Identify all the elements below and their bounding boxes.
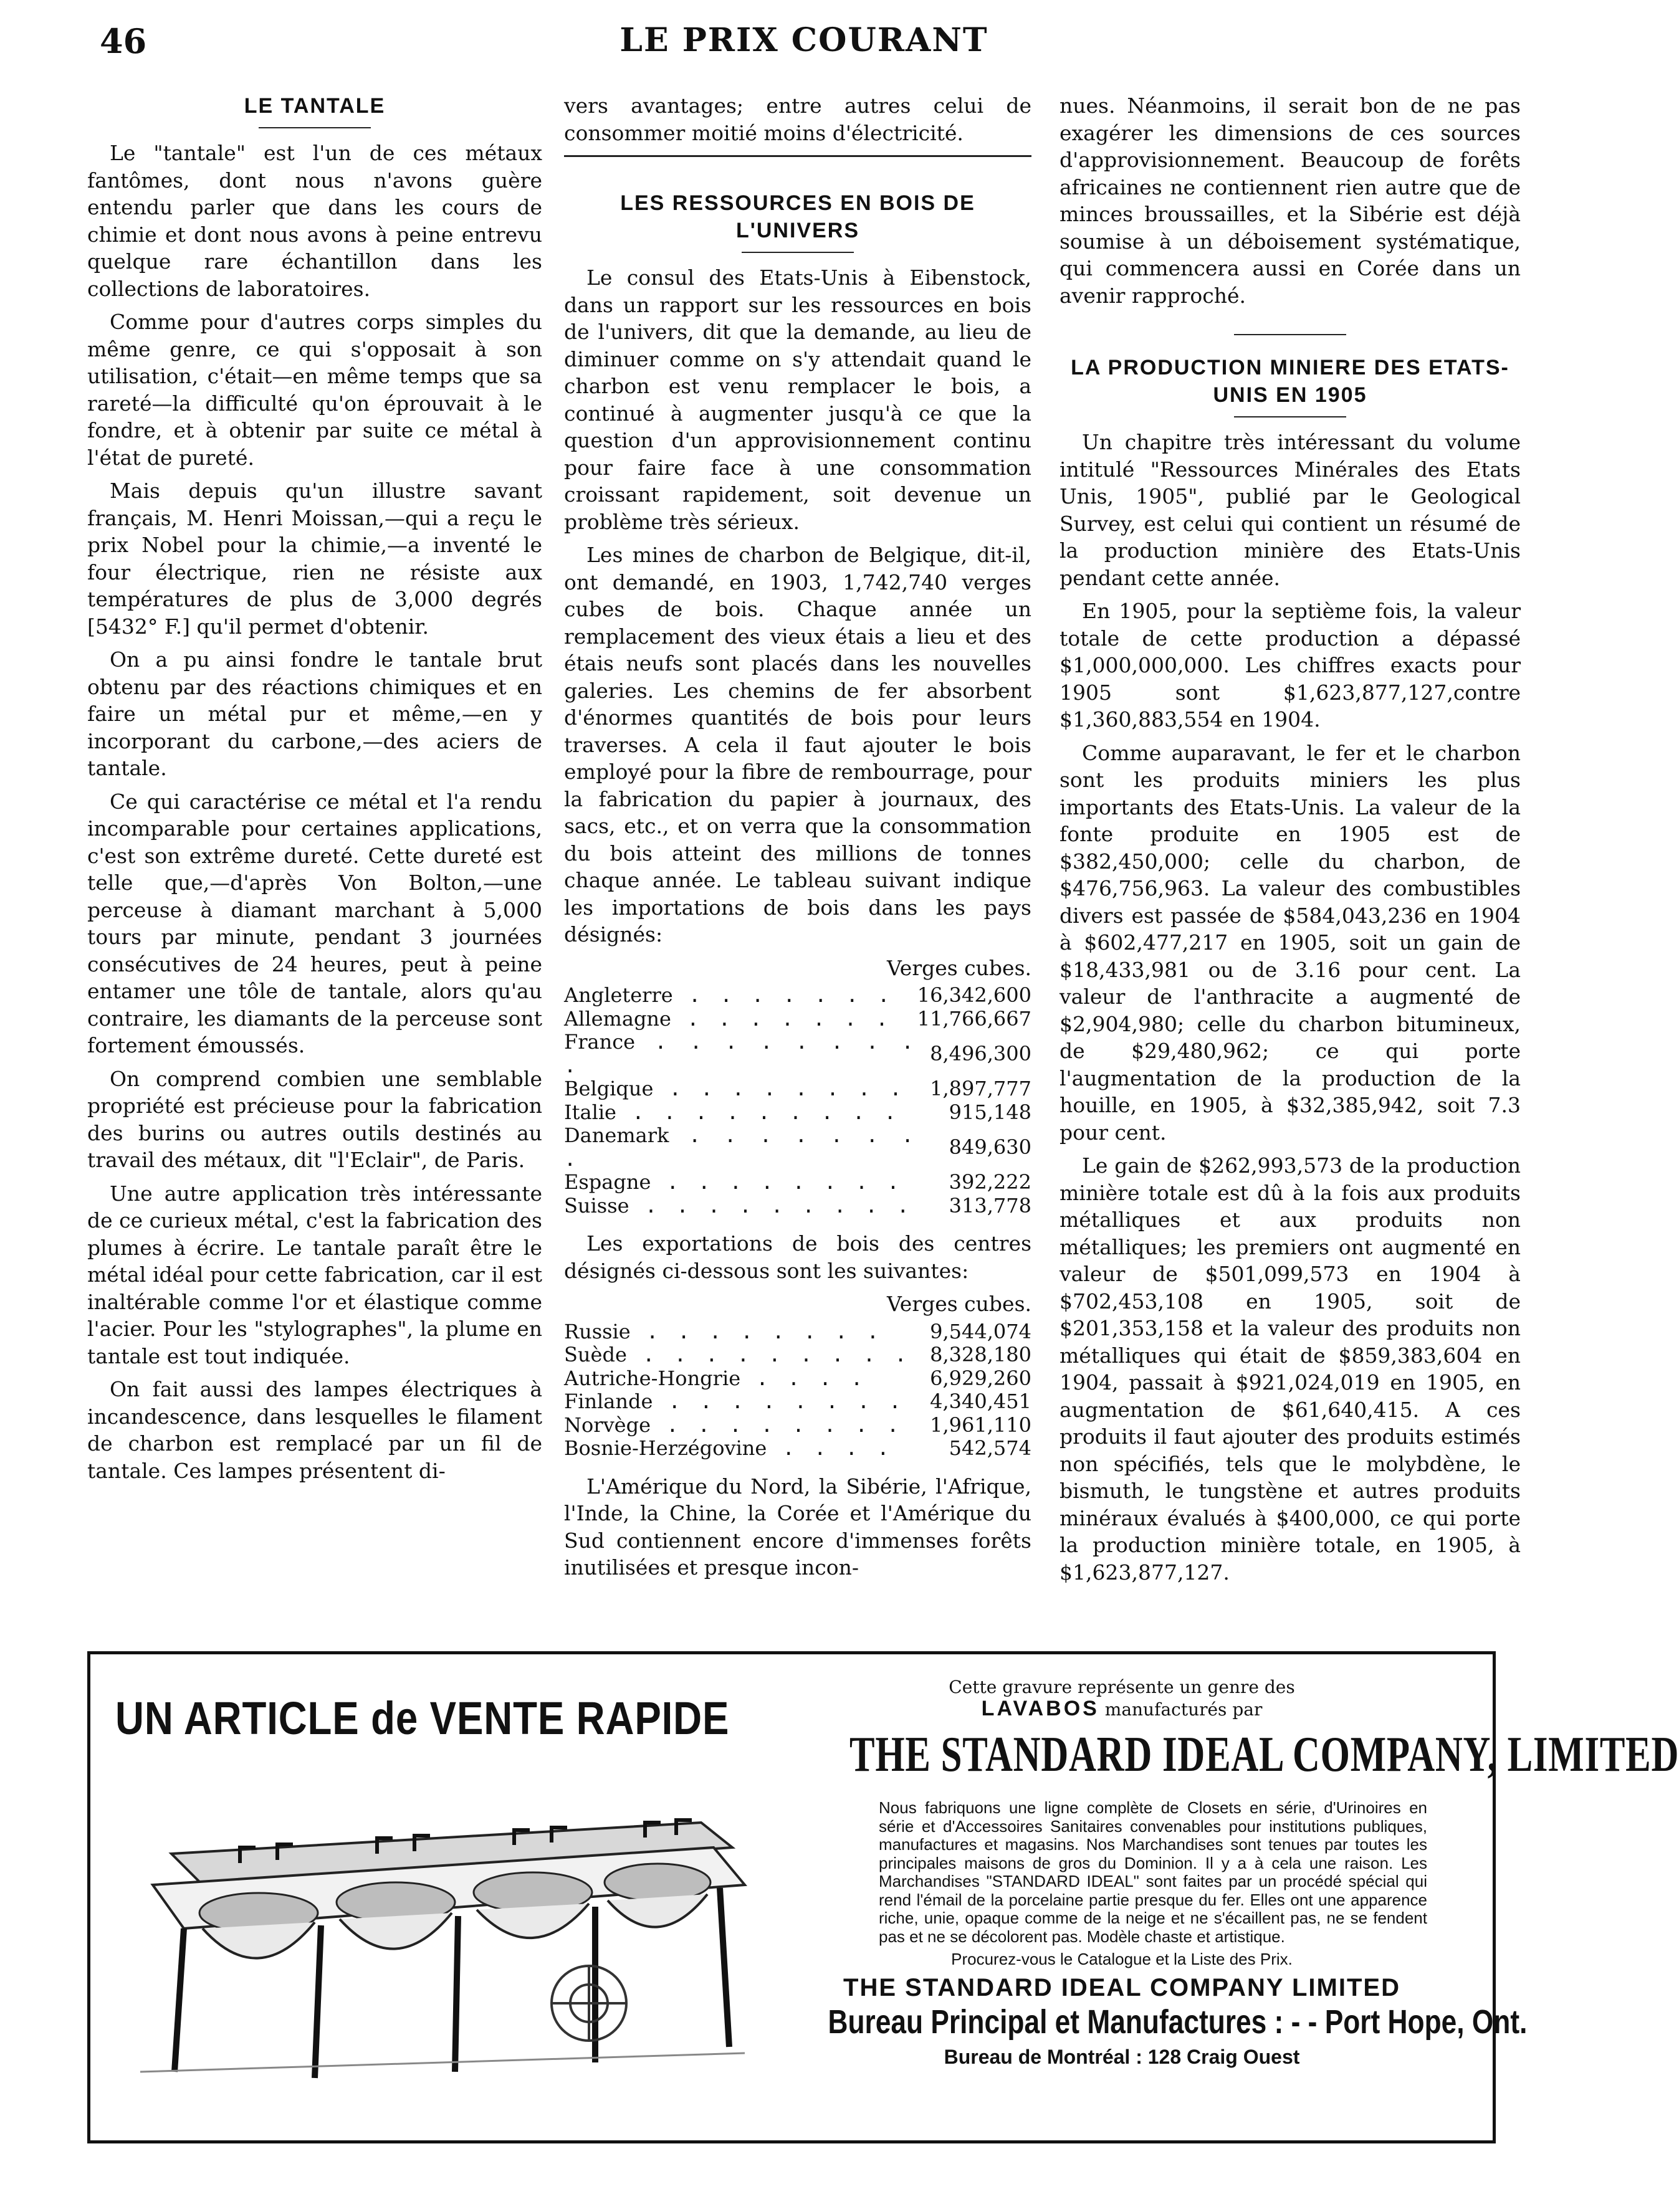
paragraph: On a pu ainsi fondre le tantale brut obtenu par des réactions chimiques et en faire un métal pur et même,—en y incorporant du carbone,—des aciers de tantale.: [87, 647, 542, 780]
table-unit-label: Verges cubes.: [887, 955, 1031, 980]
lavabo-engraving-image: [115, 1779, 763, 2090]
paragraph: L'Amérique du Nord, la Sibérie, l'Afrique, l'Inde, la Chine, la Corée et l'Amérique du Sud contiennent encore d'immenses forêts inutilisées et presque incon-: [564, 1474, 1031, 1580]
table-row: Espagne . . . . . . . . 392,222: [564, 1170, 1031, 1194]
table-row: Norvège . . . . . . . . 1,961,110: [564, 1413, 1031, 1437]
article-heading-tantale: LE TANTALE: [244, 94, 386, 118]
paragraph: Les mines de charbon de Belgique, dit-il, ont demandé, en 1903, 1,742,740 verges cubes de bois. Chaque année un remplacement des vieux étais a lieu et des étais neufs sont placés dans les nouvelles galeries. Les chemins de fer absorbent d'énormes quantités de bois pour leurs traverses. A cela il faut ajouter le bois employé pour la fibre de rembourrage, pour la fabrication du papier à journaux, des sacs, etc., et on verra que la consommation du bois atteint des millions de tonnes chaque année. Le tableau suivant indique les importations de bois dans les pays désignés:: [564, 543, 1031, 946]
table-row: Danemark . . . . . . . . 849,630: [564, 1123, 1031, 1171]
article-heading-production: LA PRODUCTION MINIERE DES ETATS-UNIS EN 1905: [1071, 356, 1509, 407]
table-row: Suisse . . . . . . . . . 313,778: [564, 1193, 1031, 1218]
imports-table: [564, 984, 1031, 1218]
advertisement: [87, 1651, 1679, 2143]
page-number: 46: [100, 21, 147, 61]
table-row: Belgique . . . . . . . . 1,897,777: [564, 1077, 1031, 1100]
paragraph: En 1905, pour la septième fois, la valeur totale de cette production a dépassé $1,000,000,000. Les chiffres exacts pour 1905 sont $1,623,877,127,contre $1,360,883,554 en 1904.: [1060, 599, 1521, 732]
divider: [1234, 416, 1346, 417]
ad-slogan: UN ARTICLE de VENTE RAPIDE: [115, 1692, 730, 1744]
paragraph: On comprend combien une semblable propriété est précieuse pour la fabrication des burins ou autres outils destinés au travail des métaux, dit "l'Eclair", de Paris.: [87, 1066, 542, 1172]
paragraph: Le consul des Etats-Unis à Eibenstock, dans un rapport sur les ressources en bois de l'univers, dit que la demande, au lieu de diminuer comme on s'y attendait quand le charbon est venu remplacer le bois, a continué à augmenter jusqu'à ce que la question d'un approvisionnement continu pour faire face à une consommation croissant rapidement, soit devenue un problème très sérieux.: [564, 265, 1031, 534]
table-row: Autriche-Hongrie . . . . 6,929,260: [564, 1366, 1031, 1390]
article-heading-bois: LES RESSOURCES EN BOIS DE L'UNIVERS: [620, 191, 975, 242]
table-row: France . . . . . . . . . 8,496,300: [564, 1030, 1031, 1077]
paragraph: On fait aussi des lampes électriques à incandescence, dans lesquelles le filament de charbon est remplacé par un fil de tantale. Ces lampes présentent di-: [87, 1377, 542, 1483]
table-row: Finlande . . . . . . . . 4,340,451: [564, 1390, 1031, 1413]
ad-catalog-line: Procurez-vous le Catalogue et la Liste des Prix.: [951, 1950, 1293, 1968]
ad-company-name: THE STANDARD IDEAL COMPANY, LIMITED: [849, 1727, 1679, 1782]
paragraph: Mais depuis qu'un illustre savant français, M. Henri Moissan,—qui a reçu le prix Nobel pour la chimie,—a inventé le four électrique, rien ne résiste aux températures de plus de 3,000 degrés [5432° F.] qu'il permet d'obtenir.: [87, 479, 542, 639]
column-2: [564, 92, 1031, 1588]
table-row: Bosnie-Herzégovine . . . . 542,574: [564, 1436, 1031, 1460]
table-row: Allemagne . . . . . . . 11,766,667: [564, 1006, 1031, 1031]
paragraph: Comme pour d'autres corps simples du même genre, ce qui s'opposait à son utilisation, c'était—en même temps que sa rareté—la difficulté qu'on éprouvait à le fondre, et à obtenir par suite ce métal à l'état de pureté.: [87, 310, 542, 470]
table-row: Italie . . . . . . . . . 915,148: [564, 1100, 1031, 1124]
column-1: [87, 92, 542, 1490]
column-3: [1060, 92, 1521, 1592]
paragraph: nues. Néanmoins, il serait bon de ne pas exagérer les dimensions de ces sources d'approvisionnement. Beaucoup de forêts africaines ne contiennent rien autre que de minces broussailles, et la Sibérie est déjà soumise à un déboisement systématique, qui commencera aussi en Corée dans un avenir rapproché.: [1060, 93, 1521, 308]
paragraph: Le "tantale" est l'un de ces métaux fantômes, dont nous n'avons guère entendu parler que dans les cours de chimie et dont nous avons à peine entrevu quelque rare échantillon dans les collections de laboratoires.: [87, 141, 542, 301]
ad-head-office: Bureau Principal et Manufactures : - - Port Hope, Ont.: [828, 2003, 1528, 2041]
paragraph: Une autre application très intéressante de ce curieux métal, c'est la fabrication des plumes à écrire. Le tantale paraît être le métal idéal pour cette fabrication, car il est inaltérable comme l'or et élastique comme l'acier. Pour les "stylographes", la plume en tantale est tout indiquée.: [87, 1181, 542, 1368]
ad-text-block: [763, 1666, 1679, 2069]
divider: [259, 127, 371, 128]
paragraph: Comme auparavant, le fer et le charbon sont les produits miniers les plus importants des Etats-Unis. La valeur de la fonte produite en 1905 est de $382,450,000; celle du charbon, de $476,756,963. La valeur des combustibles divers est passée de $584,043,236 en 1904 à $602,477,217 en 1905, soit un gain de $18,433,981 ou de 3.16 pour cent. La valeur de l'anthracite a augmenté de $2,904,980; celle du charbon bitumineux, de $29,480,962; ce qui porte l'augmentation de la production de la houille, en 1905, à $32,385,942, soit 7.3 pour cent.: [1060, 740, 1521, 1145]
table-unit-label: Verges cubes.: [887, 1292, 1031, 1316]
table-row: Russie . . . . . . . . 9,544,074: [564, 1319, 1031, 1343]
table-row: Suède . . . . . . . . . 8,328,180: [564, 1343, 1031, 1366]
journal-title: LE PRIX COURANT: [619, 21, 988, 59]
ad-body-text: Nous fabriquons une ligne complète de Closets en série, d'Urinoires en série et d'Accessoires Sanitaires convenables pour institutions publiques, manufactures et magasins. Nos Marchandises sont tenues par toutes les principales maisons de gros du Dominion. Il y a à cela une raison. Les Marchandises "STANDARD IDEAL" sont faites par un procédé spécial qui rend l'émail de la porcelaine partie presque du fer. Elles ont une apparence riche, unie, opaque comme de la neige et ne s'écaillent pas, ne se fendent pas et ne se décolorent pas. Modèle chaste et artistique.: [879, 1798, 1427, 1946]
divider: [1234, 334, 1346, 335]
page-header: [87, 21, 1521, 65]
ad-caption: Cette gravure représente un genre des LAVABOS manufacturés par: [949, 1677, 1295, 1720]
paragraph: Ce qui caractérise ce métal et l'a rendu incomparable pour certaines applications, c'est son extrême dureté. Cette dureté est telle que,—d'après Von Bolton,—une perceuse à diamant marchant à 5,000 tours par minute, pendant 3 journées consécutives de 24 heures, peut à peine entamer une tôle de tantale, alors qu'au contraire, les diamants de la perceuse sont fortement émoussés.: [87, 789, 542, 1057]
paragraph: Un chapitre très intéressant du volume intitulé "Ressources Minérales des Etats Unis, 1905", publié par le Geological Survey, est celui qui contient un résumé de la production minière des Etats-Unis pendant cette année.: [1060, 430, 1521, 590]
paragraph: vers avantages; entre autres celui de consommer moitié moins d'électricité.: [564, 93, 1031, 145]
paragraph: Les exportations de bois des centres désignés ci-dessous sont les suivantes:: [564, 1231, 1031, 1283]
ad-montreal-office: Bureau de Montréal : 128 Craig Ouest: [944, 2046, 1300, 2068]
paragraph: Le gain de $262,993,573 de la production minière totale est dû à la fois aux produits métalliques et aux produits non métalliques; les premiers ont augmenté en valeur de $501,099,573 en 1904 à $702,453,108 en 1905, soit de $201,353,158 et la valeur des produits non métalliques qui était de $859,383,604 en 1904, passait à $921,024,019 en 1905, en augmentation de $61,640,415. A ces produits il faut ajouter des produits estimés non spécifiés, tels que le molybdène, le bismuth, le tungstène et autres produits minéraux évalués à $400,000, ce qui porte la production minière totale, en 1905, à $1,623,877,127.: [1060, 1153, 1521, 1585]
divider: [742, 252, 854, 253]
ad-company-name-2: THE STANDARD IDEAL COMPANY LIMITED: [843, 1974, 1400, 2001]
exports-table: [564, 1320, 1031, 1461]
table-row: Angleterre . . . . . . . 16,342,600: [564, 983, 1031, 1007]
ad-product: LAVABOS: [981, 1697, 1099, 1720]
divider: [564, 155, 1031, 157]
